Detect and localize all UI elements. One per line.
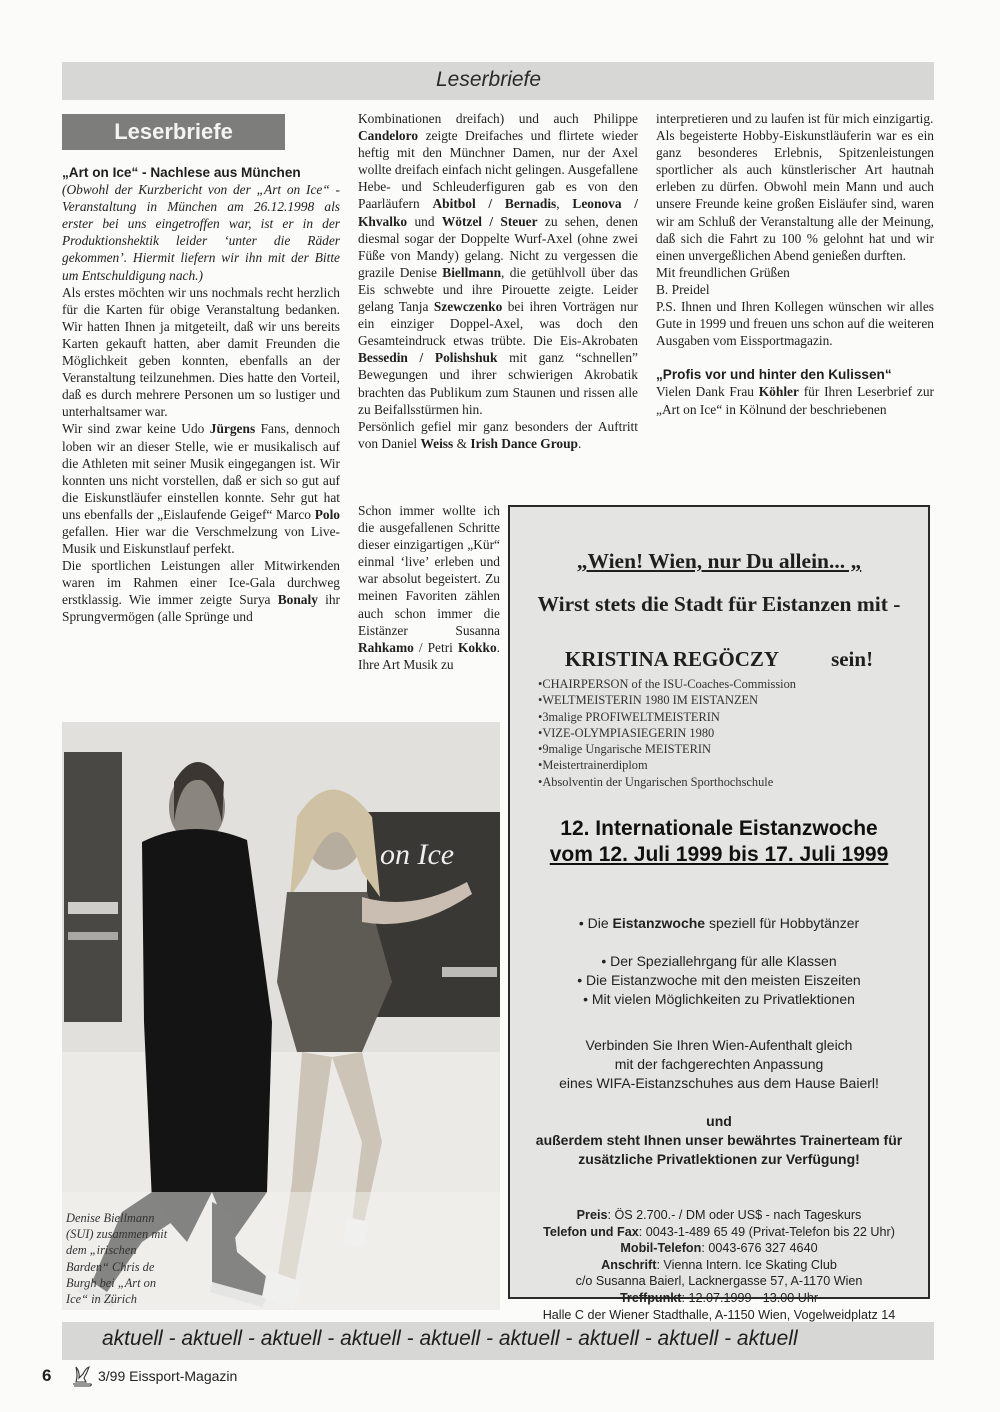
page-number: 6 xyxy=(42,1366,52,1385)
poster-left xyxy=(64,752,122,1022)
article-headline-2: „Profis vor und hinter den Kulissen“ xyxy=(656,367,892,383)
ad-price: Preis: ÖS 2.700.- / DM oder US$ - nach Tageskurs xyxy=(576,1208,862,1223)
advertisement-eistanzwoche xyxy=(508,505,930,1322)
section-header-band xyxy=(62,62,934,100)
photo-caption: Denise Biellmann (SUI) zusammen mit dem „irischen Barden“ Chris de Burgh bei „Art on Ice“ in Zürich xyxy=(66,1211,168,1307)
magazine-issue: 3/99 Eissport-Magazin xyxy=(98,1368,238,1384)
article-column-2-narrow xyxy=(358,502,500,673)
article-column-3 xyxy=(656,110,934,418)
article-paragraph: Persönlich gefiel mir ganz besonders der Auftritt von Daniel Weiss & Irish Dance Group. xyxy=(358,418,638,451)
poster-title: on Ice xyxy=(380,838,455,871)
ad-title: „Wien! Wien, nur Du allein... „ xyxy=(576,549,862,573)
letter-signature: B. Preidel xyxy=(656,281,710,297)
ad-extra: außerdem steht Ihnen unser bewährtes Trainerteam für zusätzliche Privatlektionen zur Verfügung! xyxy=(535,1132,903,1168)
credential-item: • Absolventin der Ungarischen Sporthochschule xyxy=(538,774,928,790)
ad-credentials-list xyxy=(538,676,928,790)
man-body xyxy=(142,829,272,1242)
footer-ticker: aktuell - aktuell - aktuell - aktuell - aktuell - aktuell - aktuell - aktuell - aktuell xyxy=(102,1327,798,1350)
ad-meeting-point: Treffpunkt: 12.07.1999 - 13.00 Uhr xyxy=(619,1291,819,1306)
ad-feature: • Mit vielen Möglichkeiten zu Privatlektionen xyxy=(583,991,855,1008)
ad-address: Anschrift: Vienna Intern. Ice Skating Club xyxy=(601,1257,837,1272)
article-paragraph: Als erstes möchten wir uns nochmals recht herzlich für die Karten für obige Veranstaltung bedanken. Wir hatten Ihnen ja mitgeteilt, daß wir uns bereits Karten gekauft hatten, aber damit Freunden die Möglichkeit geben konnten, ebenfalls an der Veranstaltung teilzunehmen. Dies hatte den Vorteil, daß es durch mehrere Personen um so lustiger und unterhaltsamer war. xyxy=(62,284,340,420)
ad-event-title: 12. Internationale Eistanzwoche xyxy=(560,817,878,841)
credential-item: • CHAIRPERSON of the ISU-Coaches-Commission xyxy=(538,676,928,692)
article-lead: (Obwohl der Kurzbericht von der „Art on Ice“ - Veranstaltung in München am 26.12.1998 als erster bei uns eingetroffen war, ist er in der Produktionshektik leider ‘unter die Räder gekommen’. Hiermit liefern wir ihn mit der Bitte um Entschuldigung nach.) xyxy=(62,182,340,283)
ad-venue: Halle C der Wiener Stadthalle, A-1150 Wien, Vogelweidplatz 14 xyxy=(542,1307,896,1322)
article-paragraph: Kombinationen dreifach) und auch Philippe Candeloro zeigte Dreifaches und flirtete wieder heftig mit den Münchner Damen, nur der Axel wollte dreifach einfach nicht gelingen. Ausgefallene Hebe- und Schleuderfiguren gab es von den Paarläufern Abitbol / Bernadis, Leonova / Khvalko und Wötzel / Steuer zu sehen, denen diesmal sogar der Doppelte Wurf-Axel (ohne zwei Füße von Mandy) gelang. Nicht zu vergessen die grazile Denise Biellmann, die getühlvoll über das Eis schwebte und ihre Pirouette zeigte. Leider gelang Tanja Szewczenko bei ihren Vorträgen nur ein einziger Doppel-Axel, was doch den Gesamteindruck etwas trübte. Die Eis-Akrobaten Bessedin / Polishshuk mit ganz “schnellen” Bewegungen und ihrer schwierigen Akrobatik brachten das Publikum zum Staunen und rissen alle zu Beifallsstürmen hin. xyxy=(358,111,639,417)
credential-item: • 9malige Ungarische MEISTERIN xyxy=(538,741,928,757)
footer-ticker-band xyxy=(62,1322,934,1360)
ad-phone: Telefon und Fax: 0043-1-489 65 49 (Privat-Telefon bis 22 Uhr) xyxy=(543,1224,895,1239)
article-column-1 xyxy=(62,164,340,626)
ad-feature: • Die Eistanzwoche speziell für Hobbytänzer xyxy=(578,915,860,932)
ad-offer: Verbinden Sie Ihren Wien-Aufenthalt gleich mit der fachgerechten Anpassung eines WIFA-Eistanzschuhes aus dem Hause Baierl! xyxy=(559,1037,879,1092)
article-paragraph: Als begeisterte Hobby-Eiskunstläuferin war es ein ganz besonderes Erlebnis, Spitzenleistungen sportlicher als auch künstlerischer Art hautnah erleben zu dürfen. Obwohl mein Mann und auch unsere Freunde keine großen Eisläufer sind, waren wir am Schluß der Veranstaltung alle der Meinung, daß sich die Fahrt zu 100 % gelohnt hat und wir einen unvergeßlichen Abend genießen durften. xyxy=(656,128,934,263)
article-paragraph: Vielen Dank Frau Köhler für Ihren Leserbrief zur „Art on Ice“ in Kölnund der beschriebenen xyxy=(656,384,935,417)
article-paragraph: Wir sind zwar keine Udo Jürgens Fans, dennoch loben wir an dieser Stelle, wie er musikalisch auf die Athleten mit seiner Musik eingegangen ist. Wir konnten uns nicht vorstellen, daß er sich so gut auf die Eiskunstläufer einstellen konnte. Sehr gut hat uns ebenfalls der „Eislaufende Geigef“ Marco Polo gefallen. Hier war die Verschmelzung von Live-Musik und Eiskunstlauf perfekt. xyxy=(62,421,340,557)
article-headline: „Art on Ice“ - Nachlese aus München xyxy=(62,165,301,180)
skater-bird-logo-icon xyxy=(70,1364,94,1388)
ad-feature: • Die Eistanzwoche mit den meisten Eiszeiten xyxy=(577,972,861,989)
ad-event-dates: vom 12. Juli 1999 bis 17. Juli 1999 xyxy=(549,843,889,867)
letter-postscript: P.S. Ihnen und Ihren Kollegen wünschen wir alles Gute in 1999 und freuen uns schon auf die weiteren Ausgaben vom Eissportmagazin. xyxy=(656,299,934,349)
credential-item: • 3malige PROFIWELTMEISTERIN xyxy=(538,709,928,725)
credential-item: • VIZE-OLYMPIASIEGERIN 1980 xyxy=(538,725,928,741)
article-paragraph: interpretieren und zu laufen ist für mich einzigartig. xyxy=(656,111,934,126)
section-header-title: Leserbriefe xyxy=(436,68,542,91)
credential-item: • Meistertrainerdiplom xyxy=(538,757,928,773)
ad-subtitle: Wirst stets die Stadt für Eistanzen mit - xyxy=(537,592,901,616)
ad-mobile: Mobil-Telefon: 0043-676 327 4640 xyxy=(620,1241,818,1256)
article-paragraph: Schon immer wollte ich die ausgefallenen Schritte dieser einzigartigen „Kür“ einmal ‘live’ erleben und war absolut begeistert. Zu meinen Favoriten zählen auch schon immer die Eistänzer Susanna Rahkamo / Petri Kokko. Ihre Art Musik zu xyxy=(358,503,500,672)
ad-contact-info xyxy=(510,1207,928,1323)
article-paragraph: Die sportlichen Leistungen aller Mitwirkenden waren im Rahmen einer Ice-Gala durchweg erstklassig. Wie immer zeigte Surya Bonaly ihr Sprungvermögen (alle Sprünge und xyxy=(62,558,340,625)
ad-address-line-2: c/o Susanna Baierl, Lacknergasse 57, A-1170 Wien xyxy=(575,1274,863,1289)
credential-item: • WELTMEISTERIN 1980 IM EISTANZEN xyxy=(538,692,928,708)
ad-feature: • Der Speziallehrgang für alle Klassen xyxy=(601,953,837,970)
ad-coach-name: KRISTINA REGÖCZY sein! xyxy=(564,647,874,671)
letter-greeting: Mit freundlichen Grüßen xyxy=(656,264,790,280)
article-column-2 xyxy=(358,110,638,452)
ad-and: und xyxy=(706,1113,732,1130)
section-tab-leserbriefe: Leserbriefe xyxy=(62,114,285,150)
